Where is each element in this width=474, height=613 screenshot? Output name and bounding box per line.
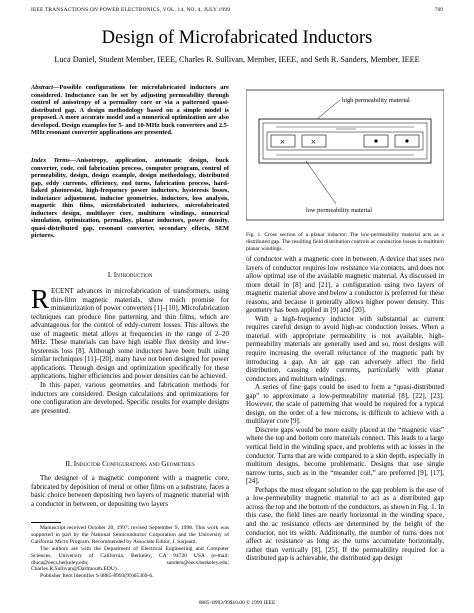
abstract-text: Possible configurations for microfabricated inductors are considered. Inductance can be set by adjusting permeability through control of anisotropy of a permalloy core or via a patterned quasi-distributed gap. A design methodology based on a simple model is proposed. A more accurate model and a numerical optimization are also developed. Design examples for 5- and 10-MHz buck converters and 2.5-MHz resonant converter applications are presented. — [31, 84, 229, 136]
author-list: Luca Daniel, Student Member, IEEE, Charles R. Sullivan, Member, IEEE, and Seth R. Sanders, Member, IEEE — [54, 55, 420, 64]
right-paragraph-4: Discrete gaps would be more easily placed at the “magnetic vias” where the top and bottom core materials connect. This leads to a large vertical field in the winding space, and problems with ac losses in the conductor. Turns that are wide compared to a skin depth, especially in multiturn designs, become problematic. Designs that use single narrow turns, such as in the “meander coil,” are preferred [9], [17], [24]. — [246, 425, 444, 486]
right-paragraph-1: of conductor with a magnetic core in between. A device that uses two layers of conductor requires low resistance via contacts, and does not allow optimal use of the available magnetic material. As discussed in more detail in [8] and [21], a configuration using two layers of magnetic material above and below a conductor is preferred for these reasons, and because it generally allows higher power density. This geometry has been applied in [9] and [20]. — [246, 255, 444, 315]
section-heading-introduction: I. Introduction — [107, 270, 153, 279]
footnote-identifier: Publisher Item Identifier S 0885-8993(99)05369-6. — [40, 573, 154, 580]
footnote-manuscript: Manuscript received October 20, 1997; revised September 9, 1998. This work was supported in part by the National Semiconductor Corporation and the University of California Micro Program. Recommended by Associate Editor, J. Sarjeant. — [31, 525, 229, 545]
index-terms-label: Index Terms— — [31, 157, 77, 164]
page-number: 709 — [434, 7, 443, 13]
journal-header: IEEE TRANSACTIONS ON POWER ELECTRONICS, VOL. 14, NO. 4, JULY 1999 — [31, 7, 231, 13]
page-footer: 0885–8993/99$10.00 © 1999 IEEE — [198, 600, 276, 606]
svg-text:×: × — [279, 138, 286, 146]
abstract — [31, 84, 229, 137]
inductor-cross-section-diagram — [246, 86, 444, 226]
index-terms-text: Anisotropy, application, automatic design, buck converter, code, coil fabrication process, computer program, control of permeability, design, design example, design methodology, distributed gap, eddy currents, efficiency, end turns, fabrication process, hard-baked photoresist, high-frequency power inductors, hysteresis losses, inductance adjustment, inductor geometries, inductors, loss analysis, magnetic thin films, microfabricated inductors, microfabricated inductors design, multilayer core, multiturn windings, numerical simulation, optimization, permalloy, planar inductors, power density, quasi-distributed gap, resonant converter, secondary effects, SEM pictures. — [31, 157, 229, 239]
index-terms — [31, 157, 229, 240]
intro-paragraph-2: In this paper, various geometries and fabrication methods for inductors are considered. Design calculations and optimizations for one configuration are developed. Specific results for example designs are presented. — [31, 381, 229, 415]
figure-caption: Fig. 1. Cross section of a planar inductor. The low-permeability material acts as a distributed gap. The resulting field distribution controls ac conduction losses in multiturn planar windings. — [246, 232, 444, 252]
label-low-permeability: low permeability material — [306, 207, 373, 214]
intro-text: ECENT advances in microfabrication of transformers, using thin-film magnetic materials, show much promise for miniaturization of power converters [1]–[10]. Microfabrication techniques can produce fine patterning and thin films, which are advantageous for the control of eddy-current losses. This allows the use of magnetic metal alloys at frequencies in the range of 2–20 MHz. These materials can have high usable flux density and low-hysteresis loss [8]. Although some inductors have been built using similar techniques [11]–[20], many have not been designed for power applications. Through design and optimization specifically for these applications, higher efficiencies and power densities can be achieved. — [31, 287, 229, 381]
footnote-rule — [31, 522, 61, 523]
abstract-label: Abstract— — [31, 84, 60, 91]
paper-title: Design of Microfabricated Inductors — [101, 28, 373, 48]
dropcap: R — [31, 284, 50, 314]
running-header — [31, 7, 443, 15]
footnotes — [31, 525, 229, 580]
section-heading-configurations: II. Inductor Configurations and Geometries — [65, 459, 195, 468]
svg-text:×: × — [310, 138, 317, 146]
right-paragraph-3: A series of fine gaps could be used to form a “quasi-distributed gap” to approximate a low-permeability material [8], [22], [23]. However, the scale of patterning that would be required for a typical design, on the order of a few microns, is difficult to achieve with a multilayer core [9]. — [246, 383, 444, 426]
introduction-body — [31, 284, 229, 415]
figure-1 — [246, 86, 444, 226]
section2-body — [31, 474, 229, 508]
right-paragraph-5: Perhaps the most elegant solution to the gap problem is the use of a low-permeability magnetic material to act as a distributed gap across the top and the bottom of the conductors, as shown in Fig. 1. In this case, the field lines are nearly horizontal in the winding space, and the ac resistance effects are determined by the height of the conductor, not its width. Additionally, the number of turns does not affect ac resistance as long as the turns accumulate horizontally, rather than vertically [8], [25]. If the permeability required for a distributed gap is achievable, the distributed gap design — [246, 485, 444, 563]
section2-paragraph: The designer of a magnetic component with a magnetic core, fabricated by deposition of metal or other films on a substrate, faces a basic choice between depositing two layers of magnetic material with a conductor in between, or depositing two layers — [31, 474, 229, 508]
right-column-body — [246, 255, 444, 563]
intro-paragraph-1 — [31, 284, 229, 381]
footnote-authors: The authors are with the Department of Electrical Engineering and Computer Sciences, University of California, Berkeley, CA 94720 USA (e-mail: dluca@eecs.berkeley.edu; sanders@eecs.berkeley.edu; Charles.R.Sullivan@Dartmouth.EDU). — [31, 545, 229, 573]
right-paragraph-2: With a high-frequency inductor with substantial ac current requires careful design to avoid high-ac conduction losses. When a material with appropriate permeability is not available, high-permeability materials are generally used and so, most designs will require increasing the overall reluctance of the magnetic path by introducing a gap. An air gap can adversely affect the field distribution, causing eddy currents, particularly with planar conductors and multiturn windings. — [246, 314, 444, 383]
label-high-permeability: high permeability material — [342, 97, 410, 104]
